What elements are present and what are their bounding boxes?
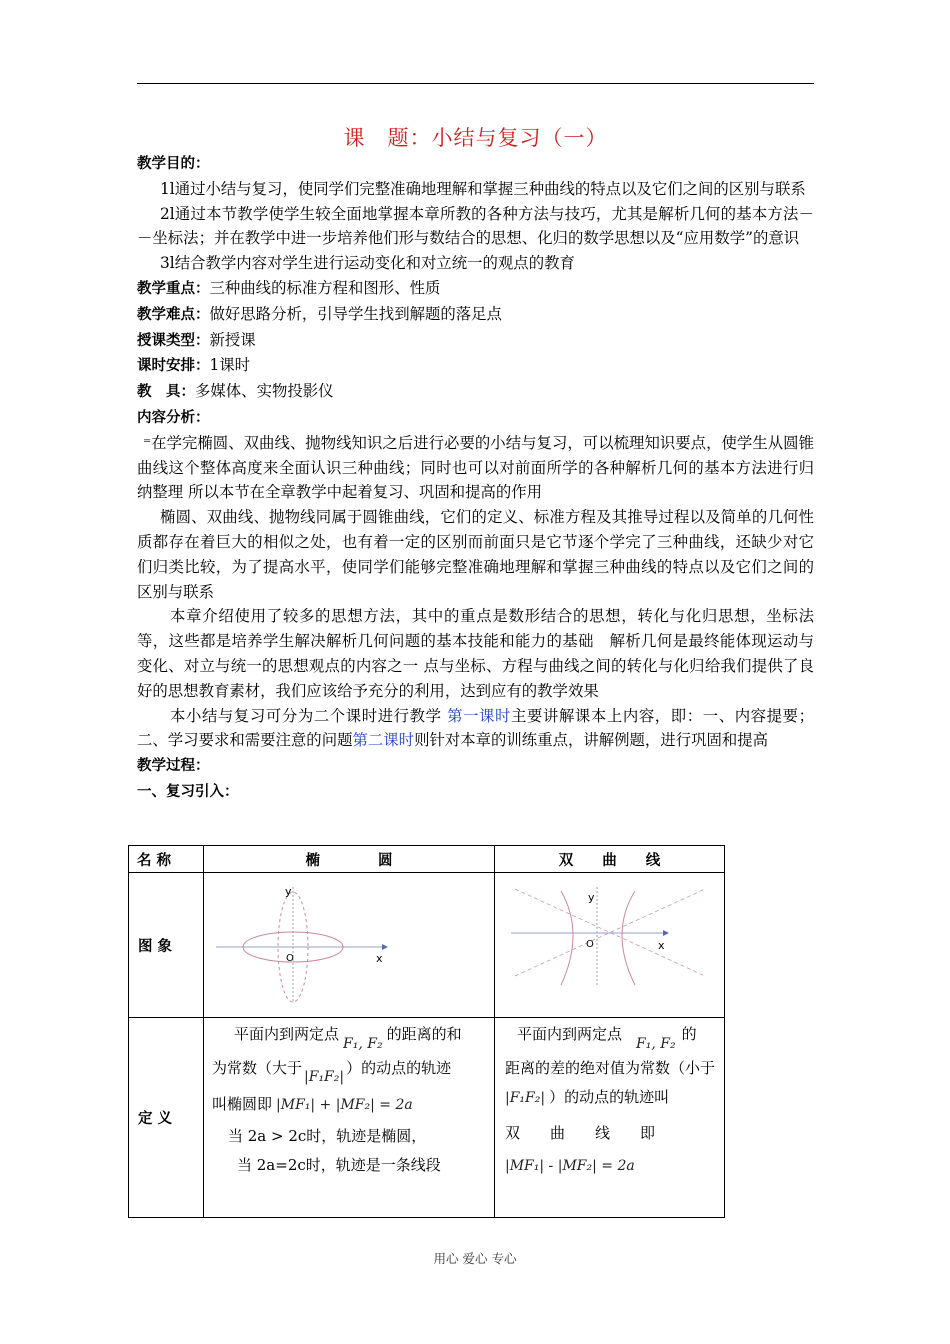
analysis-paragraph: 椭圆、双曲线、抛物线同属于圆锥曲线，它们的定义、标准方程及其推导过程以及简单的几何性质都存在着巨大的相似之处，也有着一定的区别而前面只是它节逐个学完了三种曲线，还缺少对它们归类比较，为了提高水平，使同学们能够完整准确地理解和掌握三种曲线的特点以及它们之间的区别与联系 (137, 508, 814, 601)
def-text: 当 2a=2c时，轨迹是一条线段 (237, 1156, 441, 1174)
header-hyperbola: 双 曲 线 (495, 846, 725, 873)
table-row-graph (129, 873, 725, 1018)
hyperbola-graph-cell (495, 873, 725, 1018)
tools-value: 多媒体、实物投影仪 (195, 382, 334, 401)
header-rule (137, 83, 814, 84)
purpose-label: 教学目的： (137, 156, 210, 172)
analysis-text: 主要讲解课本上内容，即：一、内容提要；二、学习要求和需要注意的问题 (137, 706, 814, 750)
comparison-table (128, 845, 725, 1218)
hours-value: 1课时 (209, 356, 251, 375)
hyperbola-right-branch (622, 891, 635, 985)
definition-label: 定 义 (129, 1018, 204, 1218)
hyperbola-left-branch (561, 891, 573, 985)
hyperbola-graph (495, 873, 724, 1013)
foci-formula: F₁, F₂ (343, 1036, 383, 1052)
page-title: 课 题：小结与复习（一） (343, 126, 608, 150)
x-arrow-icon (382, 944, 388, 950)
def-text: 的距离的和 (386, 1025, 462, 1043)
origin-label: O (286, 953, 294, 964)
key-label: 教学重点： (137, 280, 210, 297)
difficulty-value: 做好思路分析，引导学生找到解题的落足点 (209, 304, 502, 323)
y-axis-label: y (285, 885, 292, 898)
key-value: 三种曲线的标准方程和图形、性质 (209, 278, 441, 297)
ellipse-formula: |MF₁| + |MF₂| = 2a (276, 1097, 413, 1113)
def-text: 当 2a > 2c时，轨迹是椭圆， (228, 1127, 427, 1145)
def-text: 距离的差的绝对值为常数（小于 (505, 1059, 716, 1077)
purpose-item: 1l通过小结与复习，使同学们完整准确地理解和掌握三种曲线的特点以及它们之间的区别与联系 (160, 179, 806, 198)
analysis-mark: ⁼ (143, 433, 152, 452)
purpose-item: 3l结合教学内容对学生进行运动变化和对立统一的观点的教育 (160, 254, 575, 273)
hyperbola-definition (495, 1018, 725, 1218)
ellipse-graph-cell (204, 873, 495, 1018)
process-label: 教学过程： (137, 758, 210, 775)
x-axis-label: x (658, 939, 665, 952)
foci-formula: F₁, F₂ (636, 1036, 676, 1052)
header-name: 名 称 (129, 846, 204, 873)
def-text: 为常数（大于 (212, 1059, 303, 1077)
f1f2-formula: |F₁F₂| (304, 1069, 345, 1085)
analysis-text: 本小结与复习可分为二个课时进行教学 (170, 706, 448, 725)
analysis-label: 内容分析： (137, 409, 210, 426)
analysis-paragraph: 本章介绍使用了较多的思想方法，其中的重点是数形结合的思想，转化与化归思想，坐标法等，这些都是培养学生解决解析几何问题的基本技能和能力的基础 解析几何是最终能体现运动与变化、对立与统一的思想观点的内容之一 点与坐标、方程与曲线之间的转化与化归给我们提供了良好的思想教育素材，我们应该给予充分的利用，达到应有的教学效果 (137, 607, 814, 700)
def-text: ）的动点的轨迹叫 (549, 1088, 670, 1106)
purpose-item: 2l通过本节教学使学生较全面地掌握本章所教的各种方法与技巧，尤其是解析几何的基本方法－－坐标法；并在教学中进一步培养他们形与数结合的思想、化归的数学思想以及“应用数学”的意识 (137, 204, 814, 248)
page-footer: 用心 爱心 专心 (433, 1251, 517, 1266)
y-axis-label: y (588, 891, 595, 904)
x-arrow-icon (663, 930, 669, 936)
table-row-definition (129, 1018, 725, 1218)
def-text: 的 (681, 1025, 697, 1043)
type-value: 新授课 (209, 330, 256, 349)
first-lesson-link[interactable]: 第一课时 (447, 706, 512, 725)
review-label: 一、复习引入： (137, 783, 239, 800)
def-text: 叫椭圆即 (212, 1095, 273, 1113)
def-text: 平面内到两定点 (234, 1025, 340, 1043)
table-header-row (129, 846, 725, 873)
f1f2-formula: |F₁F₂| (505, 1090, 546, 1106)
graph-label: 图 象 (129, 873, 204, 1018)
def-text: 双 曲 线 即 (505, 1124, 656, 1142)
def-text: 平面内到两定点 (517, 1025, 623, 1043)
second-lesson-link[interactable]: 第二课时 (352, 731, 415, 750)
tools-label: 教 具： (137, 384, 195, 401)
x-axis-label: x (376, 952, 383, 965)
def-text: ）的动点的轨迹 (346, 1059, 452, 1077)
analysis-paragraph: 在学完椭圆、双曲线、抛物线知识之后进行必要的小结与复习，可以梳理知识要点，使学生从圆锥曲线这个整体高度来全面认识三种曲线；同时也可以对前面所学的各种解析几何的基本方法进行归纳整理 所以本节在全章教学中起着复习、巩固和提高的作用 (137, 433, 814, 502)
header-ellipse: 椭 圆 (204, 846, 495, 873)
analysis-paragraph (137, 704, 814, 754)
difficulty-label: 教学难点： (137, 306, 210, 323)
hours-label: 课时安排： (137, 358, 210, 375)
origin-label: O (586, 939, 594, 950)
lesson-body (137, 151, 814, 805)
ellipse-graph (204, 873, 494, 1013)
type-label: 授课类型： (137, 332, 210, 349)
analysis-text: 则针对本章的训练重点，讲解例题，进行巩固和提高 (414, 731, 769, 750)
hyperbola-formula: |MF₁| - |MF₂| = 2a (505, 1158, 635, 1174)
ellipse-definition (204, 1018, 495, 1218)
